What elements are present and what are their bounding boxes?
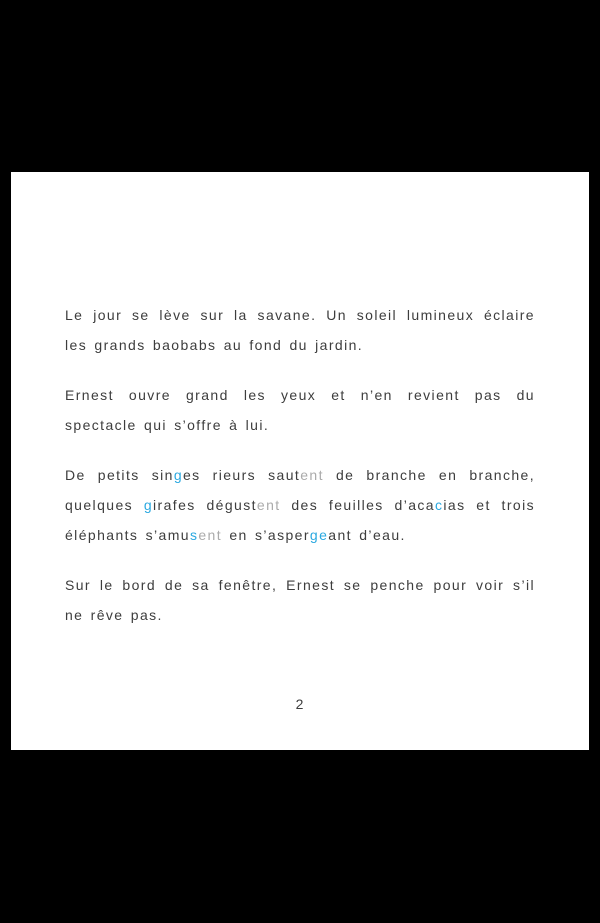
text-segment: ias et trois: [443, 497, 536, 513]
text-segment: ent: [256, 497, 281, 513]
text-line: [65, 300, 535, 330]
text-line: [65, 330, 535, 360]
text-line: [65, 570, 535, 600]
text-line: [65, 520, 535, 550]
text-segment: de branche en branche,: [323, 467, 536, 483]
text-segment: ge: [309, 527, 329, 543]
text-segment: les grands baobabs au fond du jardin.: [65, 337, 364, 353]
page-number: 2: [295, 696, 305, 712]
text-segment: s: [189, 527, 199, 543]
text-line: [65, 600, 535, 630]
paragraph: [65, 300, 535, 360]
text-segment: irafes dégust: [153, 497, 257, 513]
paragraph: [65, 570, 535, 630]
text-line: [65, 460, 535, 490]
paragraph: [65, 460, 535, 550]
text-line: [65, 410, 535, 440]
text-segment: Sur le bord de sa fenêtre, Ernest se penche pour voir s’il: [65, 577, 535, 593]
text-segment: quelques: [65, 497, 144, 513]
text-segment: Ernest ouvre grand les yeux et n’en revient pas du: [65, 387, 535, 403]
text-segment: ne rêve pas.: [65, 607, 163, 623]
text-block: [65, 300, 535, 630]
text-segment: en s’asper: [222, 527, 310, 543]
text-segment: g: [173, 467, 183, 483]
text-segment: es rieurs saut: [183, 467, 301, 483]
text-line: [65, 490, 535, 520]
text-segment: c: [434, 497, 444, 513]
text-segment: éléphants s’amu: [65, 527, 190, 543]
book-page: [11, 172, 589, 750]
paragraph: [65, 380, 535, 440]
text-segment: ent: [198, 527, 223, 543]
text-segment: spectacle qui s’offre à lui.: [65, 417, 270, 433]
text-line: [65, 380, 535, 410]
text-segment: ent: [300, 467, 324, 483]
text-segment: ant d’eau.: [328, 527, 406, 543]
text-segment: des feuilles d’aca: [280, 497, 435, 513]
text-segment: g: [143, 497, 154, 513]
text-segment: Le jour se lève sur la savane. Un soleil lumineux éclaire: [65, 307, 535, 323]
text-segment: De petits sin: [65, 467, 174, 483]
